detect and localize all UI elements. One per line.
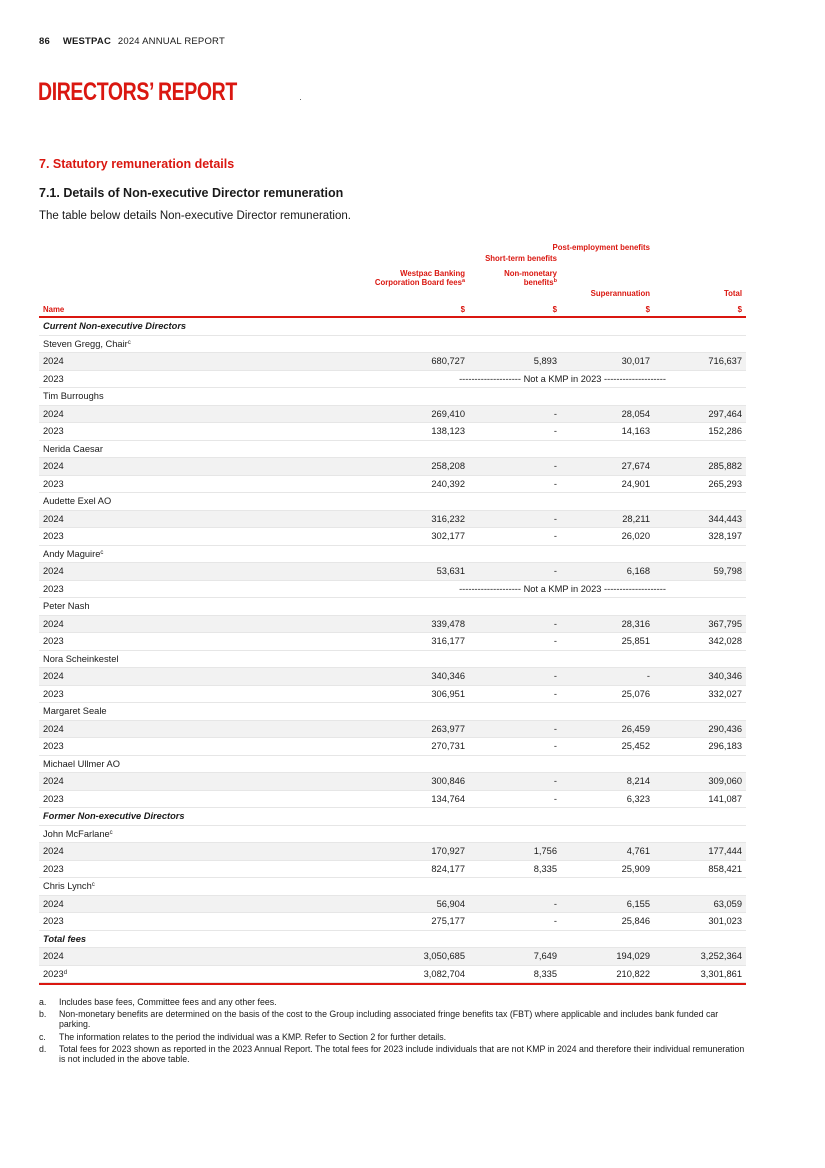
cell-value: 339,478 (431, 618, 465, 629)
table-row (39, 686, 746, 704)
cell-value: - (553, 513, 557, 524)
cell-value: - (553, 426, 557, 436)
cell-value: 5,893 (533, 356, 557, 366)
row-label: 2023 (43, 426, 64, 436)
row-label: 2023 (43, 531, 64, 541)
cell-value: 134,764 (431, 793, 465, 804)
cell-value: - (553, 793, 557, 804)
table-row (39, 476, 746, 494)
cell-value: 332,027 (708, 688, 742, 699)
cell-value: 3,082,704 (423, 968, 465, 979)
cell-value: 269,410 (431, 408, 465, 419)
row-label: 2024 (43, 356, 64, 366)
cell-value: 25,851 (621, 636, 650, 646)
row-label: 2023 (43, 478, 64, 489)
cell-value: - (553, 461, 557, 471)
table-row (39, 581, 746, 599)
cell-value: 25,909 (621, 863, 650, 874)
cell-value: 26,020 (621, 531, 650, 541)
table-name-row (39, 441, 746, 459)
cell-value: 177,444 (708, 846, 742, 856)
brand-name: WESTPAC (62, 36, 112, 47)
cell-value: 296,183 (708, 741, 742, 751)
cell-value: - (553, 671, 557, 681)
cell-value: - (553, 478, 557, 489)
decorative-dot (300, 99, 301, 100)
row-label: 2024 (43, 408, 64, 419)
cell-value: - (553, 741, 557, 751)
table-name-row (39, 651, 746, 669)
row-label: 2024 (43, 846, 64, 856)
table-name-row (39, 493, 746, 511)
row-label: 2023 (43, 916, 64, 926)
cell-value: 3,252,364 (700, 951, 742, 961)
page-header (39, 36, 225, 47)
cell-value: 240,392 (431, 478, 465, 489)
cell-value: 6,155 (626, 898, 650, 909)
table-row (39, 773, 746, 791)
table-row (39, 791, 746, 809)
column-header-name: Name (43, 305, 65, 314)
cell-value: 152,286 (708, 426, 742, 436)
cell-value: - (553, 531, 557, 541)
cell-value: - (553, 408, 557, 419)
row-label: 2024 (43, 671, 64, 681)
cell-value: 25,846 (621, 916, 650, 926)
table-body (39, 318, 746, 983)
table-row (39, 843, 746, 861)
table-name-row (39, 826, 746, 844)
row-label: 2023 (43, 863, 64, 874)
cell-value: 316,177 (431, 636, 465, 646)
cell-value: 301,023 (708, 916, 742, 926)
footnote: d. Total fees for 2023 shown as reported in the 2023 Annual Report. The total fees for 2023 include individuals that are not KMP in 2024 and therefore their individual remuneration is not included in the above table. (39, 1043, 745, 1065)
cell-value: 285,882 (708, 461, 742, 471)
table-name-row (39, 703, 746, 721)
not-kmp-note: -------------------- Not a KMP in 2023 -------------------- (459, 583, 666, 594)
table-row (39, 896, 746, 914)
cell-value: 8,335 (533, 863, 557, 874)
row-label: 2024 (43, 723, 64, 734)
table-row (39, 721, 746, 739)
table-category-row (39, 931, 746, 949)
cell-value: 270,731 (431, 741, 465, 751)
unit-label: $ (460, 305, 465, 314)
cell-value: - (553, 636, 557, 646)
row-label: Tim Burroughs (43, 391, 104, 401)
table-row (39, 738, 746, 756)
cell-value: 263,977 (431, 723, 465, 734)
cell-value: 858,421 (708, 863, 742, 874)
column-header-non-monetary: Non-monetary benefits$^b$ (504, 269, 557, 287)
footnote: c. The information relates to the period the individual was a KMP. Refer to Section 2 for further details. (39, 1031, 447, 1042)
table-row (39, 353, 746, 371)
cell-value: 340,346 (708, 671, 742, 681)
table-category-row (39, 318, 746, 336)
table-name-row (39, 388, 746, 406)
table-row (39, 371, 746, 389)
cell-value: - (553, 916, 557, 926)
cell-value: - (553, 618, 557, 629)
table-row (39, 563, 746, 581)
cell-value: 24,901 (621, 478, 650, 489)
cell-value: 25,452 (621, 741, 650, 751)
cell-value: 824,177 (431, 863, 465, 874)
cell-value: 316,232 (431, 513, 465, 524)
row-label: 2024 (43, 461, 64, 471)
row-label: 2023 (43, 688, 64, 699)
row-label: John McFarlane$^c$ (43, 828, 113, 839)
cell-value: 297,464 (708, 408, 742, 419)
cell-value: 210,822 (616, 968, 650, 979)
cell-value: 3,301,861 (700, 968, 742, 979)
table-row (39, 861, 746, 879)
column-header-fees: Westpac Banking Corporation Board fees$^a$ (374, 269, 465, 287)
row-label: 2023 (43, 793, 64, 804)
table-row (39, 616, 746, 634)
subsection-title: 7.1. Details of Non-executive Director remuneration (39, 186, 344, 200)
row-label: Andy Maguire$^c$ (43, 548, 104, 559)
unit-label: $ (737, 305, 742, 314)
cell-value: 27,674 (621, 461, 650, 471)
cell-value: 170,927 (431, 846, 465, 856)
row-label: Chris Lynch$^c$ (43, 881, 95, 891)
row-label: Former Non-executive Directors (43, 811, 185, 821)
row-label: 2023 (43, 583, 64, 594)
cell-value: 3,050,685 (423, 951, 465, 961)
group-header-short-term: Short-term benefits (485, 254, 557, 263)
cell-value: 716,637 (708, 356, 742, 366)
row-label: 2023 (43, 373, 64, 384)
cell-value: 306,951 (431, 688, 465, 699)
unit-label: $ (552, 305, 557, 314)
cell-value: 25,076 (621, 688, 650, 699)
cell-value: 141,087 (708, 793, 742, 804)
cell-value: 194,029 (616, 951, 650, 961)
report-title: DIRECTORS’ REPORT (38, 78, 237, 106)
row-label: Peter Nash (43, 601, 90, 611)
table-name-row (39, 546, 746, 564)
table-end-rule (39, 983, 746, 985)
intro-text: The table below details Non-executive Director remuneration. (39, 210, 351, 222)
cell-value: - (553, 776, 557, 786)
table-category-row (39, 808, 746, 826)
table-header (39, 240, 746, 316)
row-label: 2024 (43, 618, 64, 629)
cell-value: 258,208 (431, 461, 465, 471)
cell-value: 4,761 (626, 846, 650, 856)
footnote: b. Non-monetary benefits are determined on the basis of the cost to the Group including associated fringe benefits tax (FBT) where applicable and includes bank funded car parking. (39, 1009, 719, 1030)
row-label: Michael Ullmer AO (43, 758, 120, 769)
section-title: 7. Statutory remuneration details (39, 157, 235, 171)
row-label: 2024 (43, 513, 64, 524)
cell-value: - (553, 723, 557, 734)
cell-value: - (553, 898, 557, 909)
table-row (39, 511, 746, 529)
cell-value: 344,443 (708, 513, 742, 524)
cell-value: - (553, 688, 557, 699)
row-label: Steven Gregg, Chair$^c$ (43, 338, 131, 349)
cell-value: 265,293 (708, 478, 742, 489)
cell-value: 8,214 (626, 776, 650, 786)
table-name-row (39, 598, 746, 616)
table-row (39, 913, 746, 931)
cell-value: 367,795 (708, 618, 742, 629)
cell-value: 328,197 (708, 531, 742, 541)
cell-value: 302,177 (431, 531, 465, 541)
footnote: a. Includes base fees, Committee fees and any other fees. (39, 997, 277, 1007)
table-row (39, 528, 746, 546)
row-label: Nora Scheinkestel (43, 653, 119, 664)
row-label: 2024 (43, 776, 64, 786)
cell-value: 342,028 (708, 636, 742, 646)
cell-value: 300,846 (431, 776, 465, 786)
cell-value: 28,211 (622, 513, 650, 524)
cell-value: 6,323 (626, 793, 650, 804)
row-label: Nerida Caesar (43, 443, 103, 454)
cell-value: 63,059 (713, 898, 742, 909)
cell-value: 26,459 (621, 723, 650, 734)
group-header-post-employment: Post-employment benefits (552, 243, 650, 252)
column-header-superannuation: Superannuation (590, 289, 650, 298)
unit-label: $ (645, 305, 650, 314)
report-name: 2024 ANNUAL REPORT (117, 36, 225, 47)
table-name-row (39, 336, 746, 354)
row-label: 2023 (43, 636, 64, 646)
cell-value: 680,727 (431, 356, 465, 366)
cell-value: 28,316 (621, 618, 650, 629)
cell-value: 59,798 (713, 566, 742, 576)
row-label: Current Non-executive Directors (43, 321, 187, 331)
cell-value: 28,054 (621, 408, 650, 419)
remuneration-table (39, 240, 746, 985)
row-label: 2024 (43, 566, 64, 576)
footnotes (39, 997, 749, 1066)
table-name-row (39, 756, 746, 774)
row-label: Audette Exel AO (43, 496, 112, 506)
row-label: 2023 (43, 741, 64, 751)
table-row (39, 966, 746, 984)
table-name-row (39, 878, 746, 896)
cell-value: 290,436 (708, 723, 742, 734)
table-row (39, 948, 746, 966)
cell-value: 56,904 (436, 898, 465, 909)
row-label: 2024 (43, 898, 64, 909)
column-header-total: Total (723, 289, 742, 298)
not-kmp-note: -------------------- Not a KMP in 2023 -------------------- (459, 373, 666, 384)
cell-value: 138,123 (431, 426, 465, 436)
cell-value: 6,168 (626, 566, 650, 576)
row-label: 2024 (43, 951, 64, 961)
table-row (39, 406, 746, 424)
cell-value: 30,017 (621, 356, 650, 366)
table-row (39, 633, 746, 651)
table-row (39, 668, 746, 686)
cell-value: 14,163 (621, 426, 650, 436)
cell-value: 53,631 (436, 566, 465, 576)
cell-value: 340,346 (431, 671, 465, 681)
row-label: Total fees (43, 933, 87, 944)
row-label: Margaret Seale (43, 706, 107, 716)
cell-value: 275,177 (431, 916, 465, 926)
cell-value: - (646, 671, 650, 681)
table-row (39, 423, 746, 441)
page-number: 86 (39, 36, 50, 47)
cell-value: 8,335 (533, 968, 557, 979)
cell-value: 309,060 (708, 776, 742, 786)
cell-value: 7,649 (533, 951, 557, 961)
table-row (39, 458, 746, 476)
row-label: 2023$^d$ (43, 968, 68, 979)
cell-value: - (553, 566, 557, 576)
cell-value: 1,756 (533, 846, 557, 856)
